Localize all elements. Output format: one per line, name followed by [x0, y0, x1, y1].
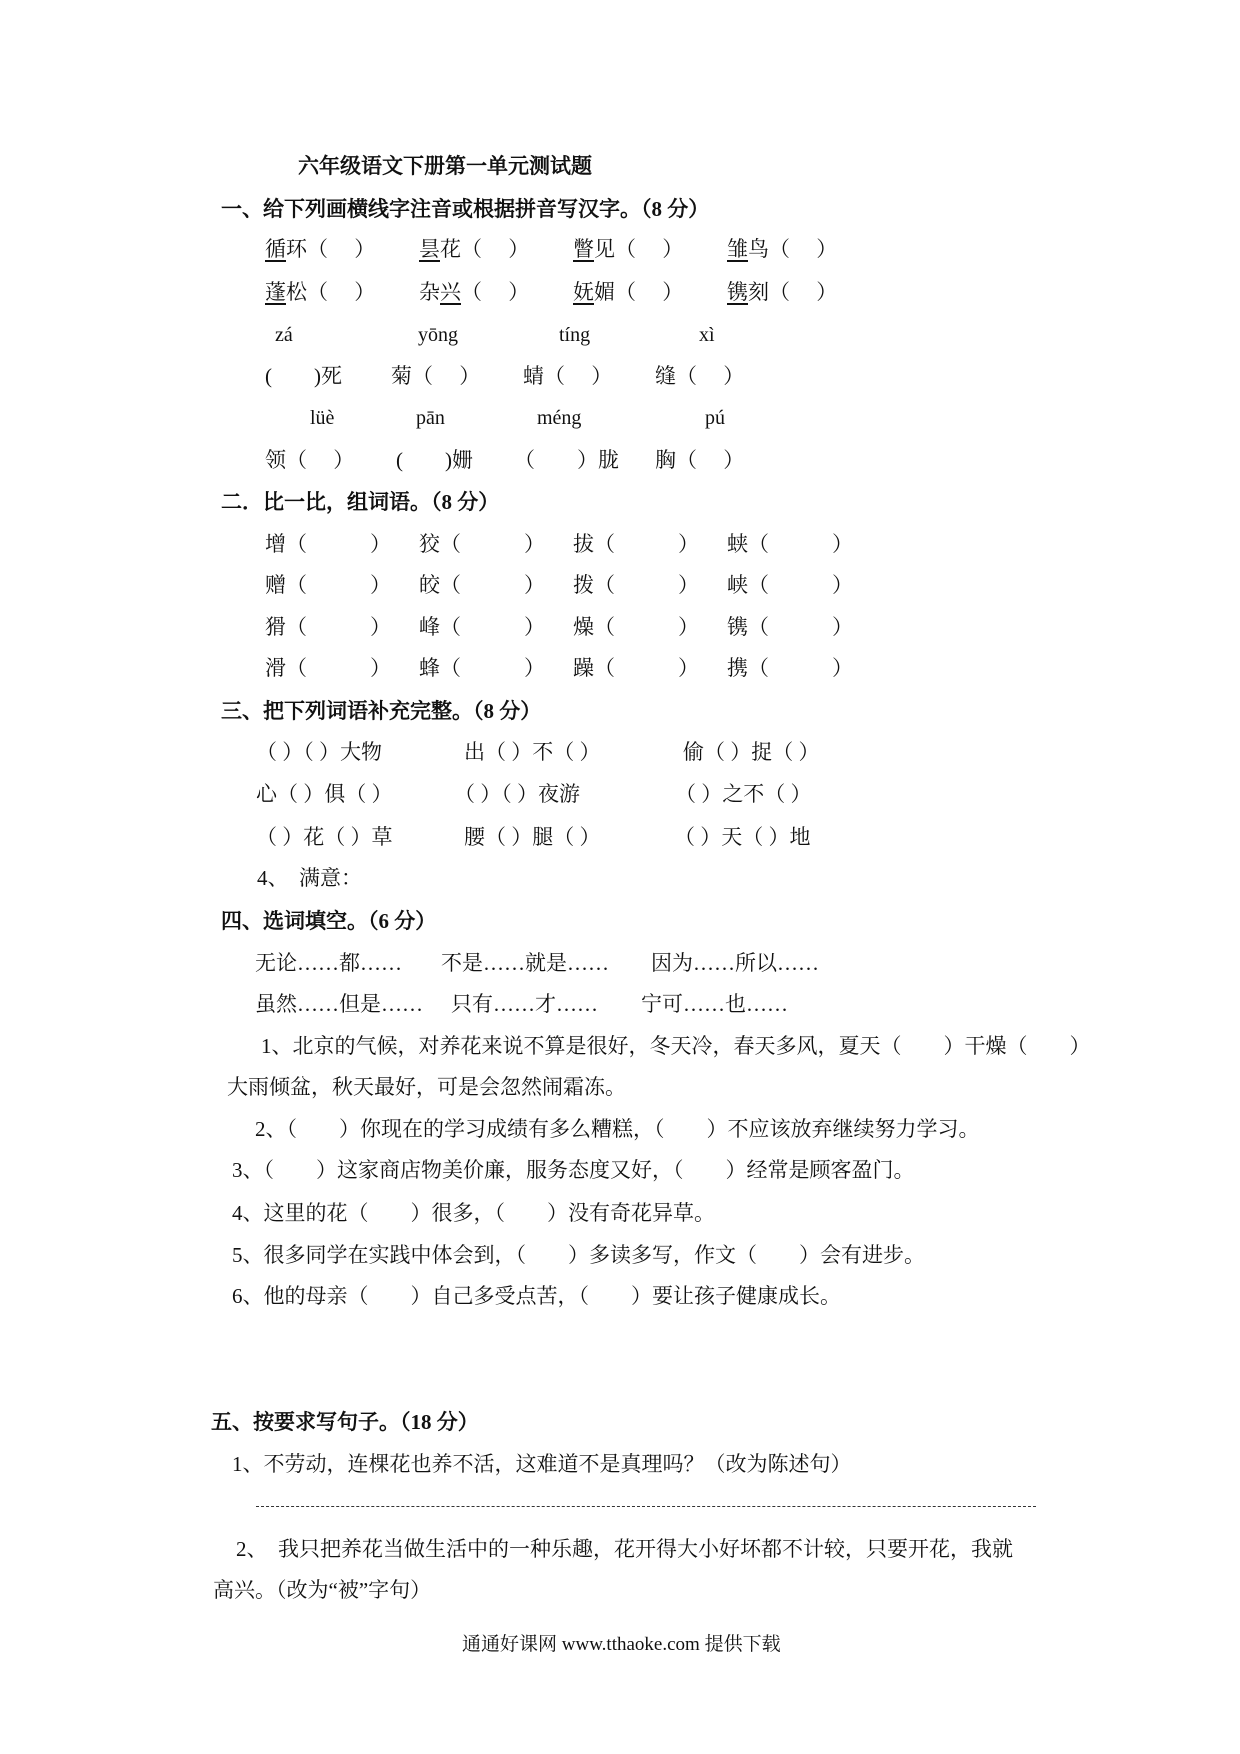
pinyin-label: tíng [559, 324, 591, 346]
compare-item: 狡（ ） [419, 532, 545, 556]
compare-item: 赠（ ） [265, 573, 391, 597]
underlined-char: 雏 [727, 237, 748, 261]
underlined-char: 兴 [440, 280, 461, 304]
section-1-heading: 一、给下列画横线字注音或根据拼音写汉字。（8 分） [221, 197, 710, 221]
word-choice: 宁可……也…… [641, 992, 788, 1016]
idiom-item: （ ）之不（ ） [675, 782, 812, 806]
pinyin-item [573, 278, 683, 306]
question-line: 1、不劳动，连棵花也养不活，这难道不是真理吗？（改为陈述句） [232, 1452, 852, 1476]
pinyin-label: lüè [310, 407, 335, 429]
item-text: 媚（ ） [594, 280, 684, 304]
item-text: 杂 [419, 280, 440, 304]
write-char-item: 领（ ） [265, 448, 355, 472]
pinyin-label: pān [416, 407, 445, 429]
idiom-item: 腰（ ）腿（ ） [464, 825, 601, 849]
item-text: 环（ ） [286, 237, 376, 261]
pinyin-label: yōng [418, 324, 458, 346]
idiom-item: （ ）花（ ）草 [256, 825, 393, 849]
section-4-heading: 四、选词填空。（6 分） [221, 909, 437, 933]
word-choice: 虽然……但是…… [255, 992, 423, 1016]
section-2-heading: 二．比一比，组词语。（8 分） [221, 490, 500, 514]
idiom-item: （ ）天（ ）地 [674, 825, 811, 849]
compare-item: 燥（ ） [573, 615, 699, 639]
compare-item: 蜂（ ） [419, 656, 545, 680]
pinyin-label: pú [705, 407, 725, 429]
compare-item: 滑（ ） [265, 656, 391, 680]
pinyin-label: zá [275, 324, 293, 346]
word-choice: 无论……都…… [255, 951, 402, 975]
item-text: 刻（ ） [748, 280, 838, 304]
write-char-item: 菊（ ） [391, 364, 481, 388]
underlined-char: 蓬 [265, 280, 286, 304]
write-char-item: （ ）胧 [514, 448, 619, 472]
pinyin-item [419, 278, 529, 306]
section-5-heading: 五、按要求写句子。（18 分） [211, 1410, 479, 1434]
word-choice: 不是……就是…… [441, 951, 609, 975]
compare-item: 皎（ ） [419, 573, 545, 597]
question-line: 2、（ ）你现在的学习成绩有多么糟糕，（ ）不应该放弃继续努力学习。 [255, 1117, 980, 1141]
underlined-char: 循 [265, 237, 286, 261]
underlined-char: 昙 [419, 237, 440, 261]
question-line: 1、北京的气候，对养花来说不算是很好，冬天冷，春天多风，夏天（ ）干燥（ ） [261, 1034, 1091, 1058]
answer-line [256, 1506, 1036, 1507]
underlined-char: 妩 [573, 280, 594, 304]
idiom-item: 心（ ）俱（ ） [256, 782, 393, 806]
pinyin-item [265, 235, 375, 263]
compare-item: 峰（ ） [419, 615, 545, 639]
question-line: 4、 满意： [257, 866, 362, 890]
compare-item: 蛱（ ） [727, 532, 853, 556]
question-line: 2、 我只把养花当做生活中的一种乐趣，花开得大小好坏都不计较，只要开花，我就 [236, 1537, 1013, 1561]
idiom-item: 偷（ ）捉（ ） [683, 740, 820, 764]
item-text: 鸟（ ） [748, 237, 838, 261]
underlined-char: 瞥 [573, 237, 594, 261]
section-3-heading: 三、把下列词语补充完整。（8 分） [221, 699, 542, 723]
compare-item: 镌（ ） [727, 615, 853, 639]
pinyin-item [419, 235, 529, 263]
write-char-item: ( )死 [265, 364, 342, 388]
idiom-item: （ ）（ ）夜游 [454, 782, 580, 806]
compare-item: 拔（ ） [573, 532, 699, 556]
pinyin-label: xì [699, 324, 715, 346]
word-choice: 只有……才…… [451, 992, 598, 1016]
underlined-char: 镌 [727, 280, 748, 304]
compare-item: 猾（ ） [265, 615, 391, 639]
page-title: 六年级语文下册第一单元测试题 [298, 154, 592, 178]
pinyin-label: méng [537, 407, 582, 429]
write-char-item: ( )姗 [396, 448, 473, 472]
pinyin-item [727, 235, 837, 263]
word-choice: 因为……所以…… [651, 951, 819, 975]
compare-item: 峡（ ） [727, 573, 853, 597]
compare-item: 增（ ） [265, 532, 391, 556]
page-footer: 通通好课网 www.tthaoke.com 提供下载 [462, 1634, 781, 1655]
write-char-item: 缝（ ） [655, 364, 745, 388]
question-line: 4、这里的花（ ）很多，（ ）没有奇花异草。 [232, 1201, 715, 1225]
item-text: 松（ ） [286, 280, 376, 304]
pinyin-item [265, 278, 375, 306]
question-line: 高兴。（改为“被”字句） [213, 1578, 432, 1602]
compare-item: 躁（ ） [573, 656, 699, 680]
question-line: 大雨倾盆，秋天最好，可是会忽然闹霜冻。 [227, 1075, 626, 1099]
write-char-item: 蜻（ ） [523, 364, 613, 388]
item-text: 花（ ） [440, 237, 530, 261]
pinyin-item [573, 235, 683, 263]
question-line: 5、很多同学在实践中体会到，（ ）多读多写，作文（ ）会有进步。 [232, 1243, 925, 1267]
pinyin-item [727, 278, 837, 306]
idiom-item: （ ）（ ）大物 [256, 740, 382, 764]
compare-item: 携（ ） [727, 656, 853, 680]
idiom-item: 出（ ）不（ ） [464, 740, 601, 764]
question-line: 6、他的母亲（ ）自己多受点苦，（ ）要让孩子健康成长。 [232, 1284, 841, 1308]
compare-item: 拨（ ） [573, 573, 699, 597]
write-char-item: 胸（ ） [655, 448, 745, 472]
item-text: （ ） [461, 280, 530, 304]
item-text: 见（ ） [594, 237, 684, 261]
question-line: 3、（ ）这家商店物美价廉，服务态度又好，（ ）经常是顾客盈门。 [232, 1158, 915, 1182]
